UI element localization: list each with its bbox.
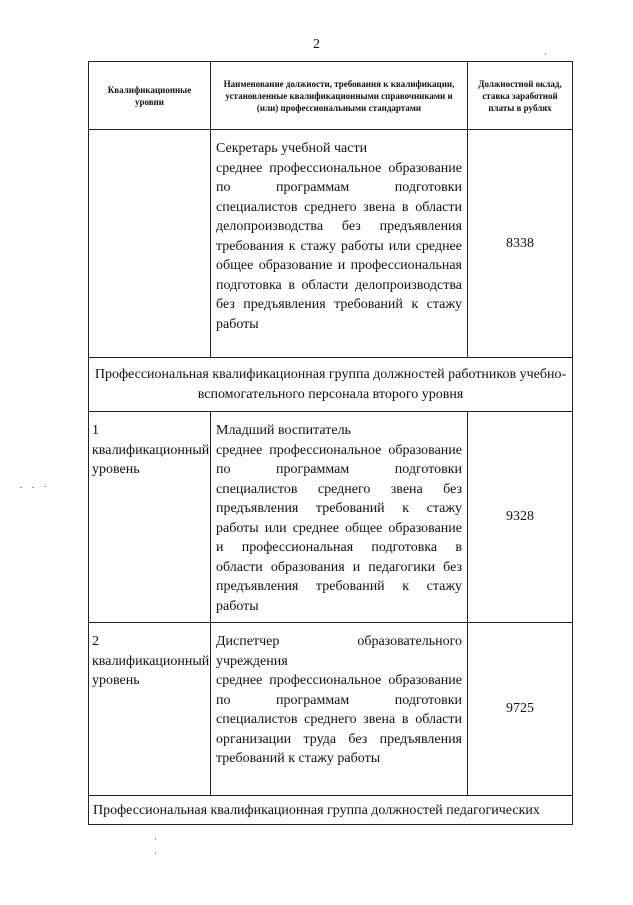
scan-speck bbox=[32, 487, 34, 488]
position-requirements: среднее профессиональное образование по программам подготовки специалистов среднего звена в области делопроизводства без предъявления требования к стажу работы или среднее общее образование и профессиональная подготовка в области делопроизводства без предъявления требований к стажу работы bbox=[216, 160, 462, 332]
position-requirements: среднее профессиональное образование по программам подготовки специалистов среднего звена в области организации труда без предъявления требований к стажу работы bbox=[216, 673, 462, 766]
salary-value: 8338 bbox=[468, 130, 573, 358]
position-title: Секретарь учебной части bbox=[216, 141, 368, 156]
scan-speck bbox=[545, 53, 546, 55]
salary-value: 9725 bbox=[468, 623, 573, 796]
position-description-cell bbox=[211, 623, 468, 796]
table-header-row bbox=[89, 62, 573, 130]
position-title: Диспетчер образовательного учреждения bbox=[216, 634, 462, 669]
table-row bbox=[89, 130, 573, 358]
header-salary: Должностной оклад, ставка заработной платы в рублях bbox=[468, 62, 573, 130]
qualification-level-cell: 2 квалификационный уровень bbox=[89, 623, 211, 796]
position-title: Младший воспитатель bbox=[216, 423, 351, 438]
salary-table-container bbox=[88, 61, 573, 825]
page-number: 2 bbox=[313, 37, 320, 52]
group-heading: Профессиональная квалификационная группа должностей работников учебно-вспомогательного персонала второго уровня bbox=[89, 358, 573, 412]
salary-value: 9328 bbox=[468, 412, 573, 623]
header-position-requirements: Наименование должности, требования к квалификации, установленные квалификационными справочниками и (или) профессиональными стандартами bbox=[211, 62, 468, 130]
table-row bbox=[89, 623, 573, 796]
position-requirements: среднее профессиональное образование по программам подготовки специалистов среднего звена без предъявления требований к стажу работы или среднее общее образование и профессиональная подготовка в области образования и педагогики без предъявления требований к стажу работы bbox=[216, 442, 462, 614]
position-description-cell bbox=[211, 412, 468, 623]
qualification-level-cell bbox=[89, 130, 211, 358]
scan-speck bbox=[155, 852, 156, 854]
scan-speck bbox=[155, 838, 156, 840]
group-heading-row bbox=[89, 796, 573, 825]
group-heading-row bbox=[89, 358, 573, 412]
table-row bbox=[89, 412, 573, 623]
salary-table bbox=[88, 61, 573, 825]
scan-speck bbox=[44, 486, 46, 487]
header-qualification-levels: Квалификационные уровни bbox=[89, 62, 211, 130]
qualification-level-cell: 1 квалификационный уровень bbox=[89, 412, 211, 623]
scan-speck bbox=[20, 487, 22, 488]
position-description-cell bbox=[211, 130, 468, 358]
group-heading: Профессиональная квалификационная группа должностей педагогических bbox=[89, 796, 573, 825]
